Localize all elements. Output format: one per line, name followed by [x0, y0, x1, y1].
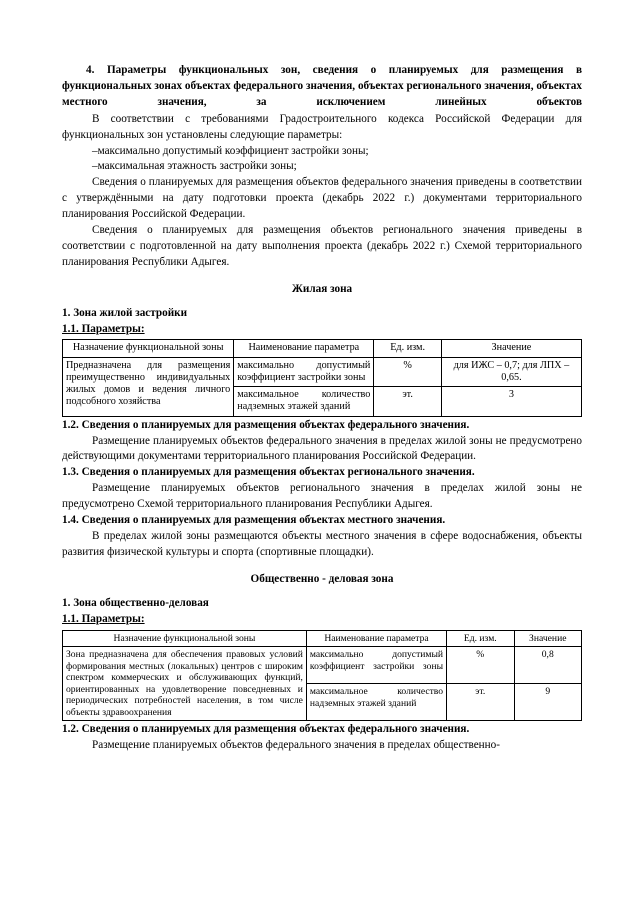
- zone1-subtitle: 1. Зона жилой застройки: [62, 306, 188, 319]
- zone1-s12-title: 1.2. Сведения о планируемых для размещения объектах федерального значения.: [62, 418, 470, 431]
- section-intro-3: Сведения о планируемых для размещения объектов регионального значения приведены в соответствии с подготовленной на дату выполнения проекта (декабрь 2022 г.) Схемой территориального планирования Республики Адыгея.: [62, 224, 582, 268]
- section-bullet-1: –максимально допустимый коэффициент застройки зоны;: [92, 144, 369, 157]
- th-purpose: Назначение функциональной зоны: [63, 340, 234, 357]
- cell-purpose: Зона предназначена для обеспечения правовых условий формирования местных (локальных) центров с широким спектром коммерческих и обслуживающих функций, ориентированных на удовлетворение повседневных и периодических потребностей населения, в том числе объекты здравоохранения: [63, 647, 307, 721]
- cell-value: 3: [441, 387, 581, 416]
- cell-param: максимальное количество надземных этажей зданий: [234, 387, 374, 416]
- zone1-s14-title: 1.4. Сведения о планируемых для размещения объектах местного значения.: [62, 514, 446, 527]
- cell-unit: %: [374, 357, 441, 386]
- th-param: Наименование параметра: [306, 630, 446, 647]
- cell-value: 9: [514, 684, 581, 721]
- cell-unit: эт.: [374, 387, 441, 416]
- zone1-s13-text: Размещение планируемых объектов регионального значения в пределах жилой зоны не предусмотрено Схемой территориального планирования Республики Адыгея.: [62, 482, 582, 511]
- section-intro-1: В соответствии с требованиями Градостроительного кодекса Российской Федерации для функциональных зон установлены следующие параметры:: [62, 112, 582, 141]
- zone1-s14-text: В пределах жилой зоны размещаются объекты местного значения в сфере водоснабжения, объекты развития физической культуры и спорта (спортивные площадки).: [62, 530, 582, 558]
- zone1-s13-title: 1.3. Сведения о планируемых для размещения объектах регионального значения.: [62, 466, 475, 479]
- table-header-row: [63, 340, 582, 357]
- th-value: Значение: [441, 340, 581, 357]
- zone2-params-table: [62, 630, 582, 722]
- table-row: [63, 357, 582, 386]
- section-intro-2: Сведения о планируемых для размещения объектов федерального значения приведены в соответствии с утверждёнными на дату подготовки проекта (декабрь 2022 г.) документами территориального планирования Российской Федерации.: [62, 176, 582, 221]
- zone2-params-label: 1.1. Параметры:: [62, 612, 145, 625]
- cell-unit: эт.: [447, 684, 514, 721]
- zone2-title: Общественно - деловая зона: [250, 572, 394, 585]
- zone1-title: Жилая зона: [291, 282, 353, 295]
- zone1-params-label: 1.1. Параметры:: [62, 322, 145, 335]
- cell-unit: %: [447, 647, 514, 684]
- th-unit: Ед. изм.: [447, 630, 514, 647]
- zone2-s12-title: 1.2. Сведения о планируемых для размещения объектах федерального значения.: [62, 723, 470, 736]
- zone2-s12-text: Размещение планируемых объектов федерального значения в пределах общественно-: [92, 738, 500, 751]
- cell-param: максимально допустимый коэффициент застройки зоны: [306, 647, 446, 684]
- th-param: Наименование параметра: [234, 340, 374, 357]
- zone2-subtitle: 1. Зона общественно-деловая: [62, 596, 209, 609]
- section-bullet-2: –максимальная этажность застройки зоны;: [92, 160, 297, 173]
- th-unit: Ед. изм.: [374, 340, 441, 357]
- section-heading: 4. Параметры функциональных зон, сведения о планируемых для размещения в функциональных зонах объектах федерального значения, объектах регионального значения, объектах местного значения, за исключением линейных объектов: [62, 64, 582, 109]
- cell-value: 0,8: [514, 647, 581, 684]
- zone1-s12-text: Размещение планируемых объектов федерального значения в пределах жилой зоны не предусмотрено действующими документами территориального планирования Российской Федерации.: [62, 434, 582, 463]
- zone1-params-table: [62, 339, 582, 416]
- cell-param: максимально допустимый коэффициент застройки зоны: [234, 357, 374, 386]
- cell-param: максимальное количество надземных этажей зданий: [306, 684, 446, 721]
- th-purpose: Назначение функциональной зоны: [63, 630, 307, 647]
- cell-purpose: Предназначена для размещения преимущественно индивидуальных жилых домов и ведения личного подсобного хозяйства: [63, 357, 234, 416]
- table-header-row: [63, 630, 582, 647]
- cell-value: для ИЖС – 0,7; для ЛПХ – 0,65.: [441, 357, 581, 386]
- document-body: [62, 62, 582, 754]
- table-row: [63, 647, 582, 684]
- th-value: Значение: [514, 630, 581, 647]
